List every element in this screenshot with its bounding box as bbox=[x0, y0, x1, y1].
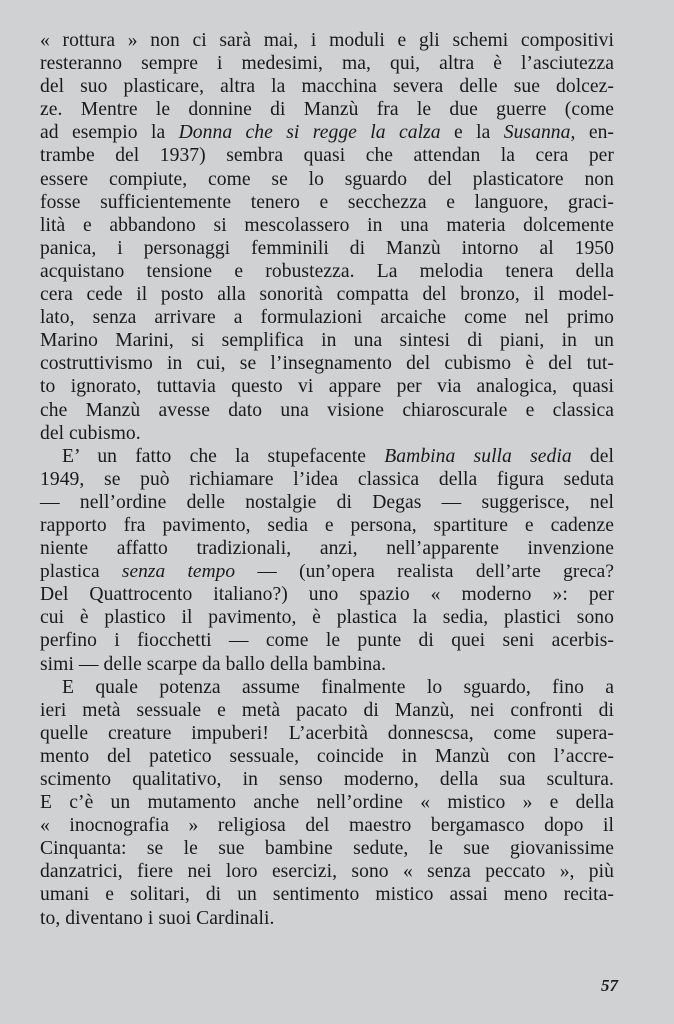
text-line bbox=[40, 837, 614, 860]
italic-title: senza tempo bbox=[121, 561, 236, 583]
italic-title: Donna che si regge la calza bbox=[178, 122, 441, 144]
text-line bbox=[40, 191, 614, 214]
text-line bbox=[40, 75, 614, 98]
text-line bbox=[40, 653, 614, 676]
text-run: Del Quattrocento italiano?) uno spazio « moderno »: per bbox=[40, 584, 614, 606]
text-run: rapporto fra pavimento, sedia e persona, spartiture e cadenze bbox=[40, 514, 614, 536]
text-line bbox=[40, 907, 614, 930]
text-line bbox=[40, 260, 614, 283]
text-run: costruttivismo in cui, se l’insegnamento del cubismo è del tut- bbox=[40, 353, 614, 375]
text-run: E’ un fatto che la stupefacente bbox=[62, 445, 385, 467]
text-line bbox=[40, 352, 614, 375]
text-line bbox=[40, 629, 614, 652]
text-line bbox=[40, 722, 614, 745]
text-run: to, diventano i suoi Cardinali. bbox=[40, 907, 275, 929]
page-number: 57 bbox=[601, 976, 618, 995]
text-line bbox=[40, 514, 614, 537]
text-line bbox=[40, 814, 614, 837]
text-line bbox=[40, 422, 614, 445]
text-run: del cubismo. bbox=[40, 422, 141, 444]
text-run: e la bbox=[440, 122, 504, 144]
text-run: scimento qualitativo, in senso moderno, della sua scultura. bbox=[40, 769, 614, 790]
text-run: niente affatto tradizionali, anzi, nell’apparente invenzione bbox=[40, 538, 614, 560]
text-run: del bbox=[571, 445, 614, 467]
text-line bbox=[40, 52, 614, 75]
text-run: trambe del 1937) sembra quasi che attendan la cera per bbox=[40, 145, 614, 167]
text-run: simi — delle scarpe da ballo della bambina. bbox=[40, 653, 387, 675]
text-line bbox=[40, 883, 614, 906]
text-run: E c’è un mutamento anche nell’ordine « mistico » e della bbox=[40, 792, 614, 814]
text-line bbox=[40, 791, 614, 814]
text-run: to ignorato, tuttavia questo vi appare per via analogica, quasi bbox=[40, 376, 614, 398]
text-run: mento del patetico sessuale, coincide in Manzù con l’accre- bbox=[40, 745, 614, 767]
text-run: umani e solitari, di un sentimento mistico assai meno recita- bbox=[40, 884, 614, 906]
italic-title: Bambina sulla sedia bbox=[384, 445, 572, 467]
text-run: ze. Mentre le donnine di Manzù fra le due guerre (come bbox=[40, 99, 614, 121]
text-line bbox=[40, 491, 614, 514]
text-run: ad esempio la bbox=[40, 122, 179, 144]
text-run: — (un’opera realista dell’arte greca? bbox=[235, 561, 614, 583]
text-run: lato, senza arrivare a formulazioni arcaiche come nel primo bbox=[40, 307, 614, 329]
text-line bbox=[40, 144, 614, 167]
text-run: « inocnografia » religiosa del maestro bergamasco dopo il bbox=[40, 815, 614, 837]
text-run: 1949, se può richiamare l’idea classica della figura seduta bbox=[40, 468, 614, 490]
text-run: ieri metà sessuale e metà pacato di Manzù, nei confronti di bbox=[40, 699, 614, 721]
text-run: « rottura » non ci sarà mai, i moduli e gli schemi compositivi bbox=[40, 30, 614, 51]
text-line bbox=[40, 399, 614, 422]
text-run: Marino Marini, si semplifica in una sintesi di piani, in un bbox=[40, 330, 614, 352]
text-line bbox=[40, 606, 614, 629]
text-line bbox=[40, 168, 614, 191]
text-line bbox=[40, 583, 614, 606]
text-line bbox=[40, 468, 614, 491]
text-run: lità e abbandono si mescolassero in una materia dolcemente bbox=[40, 214, 614, 236]
text-run: — nell’ordine delle nostalgie di Degas — suggerisce, nel bbox=[40, 491, 614, 513]
text-run: resteranno sempre i medesimi, ma, qui, altra è l’asciutezza bbox=[40, 53, 614, 75]
text-run: danzatrici, fiere nei loro esercizi, sono « senza peccato », più bbox=[40, 861, 614, 883]
text-line bbox=[40, 329, 614, 352]
text-line bbox=[40, 283, 614, 306]
text-line bbox=[40, 745, 614, 768]
text-line bbox=[40, 537, 614, 560]
text-line bbox=[40, 237, 614, 260]
text-line bbox=[40, 375, 614, 398]
text-run: essere compiute, come se lo sguardo del plasticatore non bbox=[40, 168, 614, 190]
text-run: plastica bbox=[40, 561, 122, 583]
text-line bbox=[40, 676, 614, 699]
text-run: fosse sufficientemente tenero e secchezza e languore, graci- bbox=[40, 191, 614, 213]
text-run: perfino i fiocchetti — come le punte di quei seni acerbis- bbox=[40, 630, 614, 652]
text-run: cui è plastico il pavimento, è plastica la sedia, plastici sono bbox=[40, 607, 614, 629]
italic-title: Susanna, bbox=[503, 122, 576, 144]
text-run: Cinquanta: se le sue bambine sedute, le sue giovanissime bbox=[40, 838, 614, 860]
text-run: che Manzù avesse dato una visione chiaroscurale e classica bbox=[40, 399, 614, 421]
body-text bbox=[40, 29, 614, 930]
text-run: panica, i personaggi femminili di Manzù intorno al 1950 bbox=[40, 237, 614, 259]
text-line bbox=[40, 214, 614, 237]
text-run: acquistano tensione e robustezza. La melodia tenera della bbox=[40, 260, 614, 282]
text-line bbox=[40, 98, 614, 121]
text-line bbox=[40, 860, 614, 883]
text-run: del suo plasticare, altra la macchina severa delle sue dolcez- bbox=[40, 76, 614, 98]
text-line bbox=[40, 699, 614, 722]
text-line bbox=[40, 768, 614, 791]
text-run: quelle creature impuberi! L’acerbità donnescsa, come supera- bbox=[40, 722, 614, 744]
text-run: en- bbox=[575, 122, 614, 144]
text-line bbox=[40, 121, 614, 144]
text-line bbox=[40, 306, 614, 329]
text-line bbox=[40, 445, 614, 468]
text-run: cera cede il posto alla sonorità compatta del bronzo, il model- bbox=[40, 284, 614, 306]
text-line bbox=[40, 560, 614, 583]
text-run: E quale potenza assume finalmente lo sguardo, fino a bbox=[62, 676, 614, 698]
text-line bbox=[40, 29, 614, 52]
